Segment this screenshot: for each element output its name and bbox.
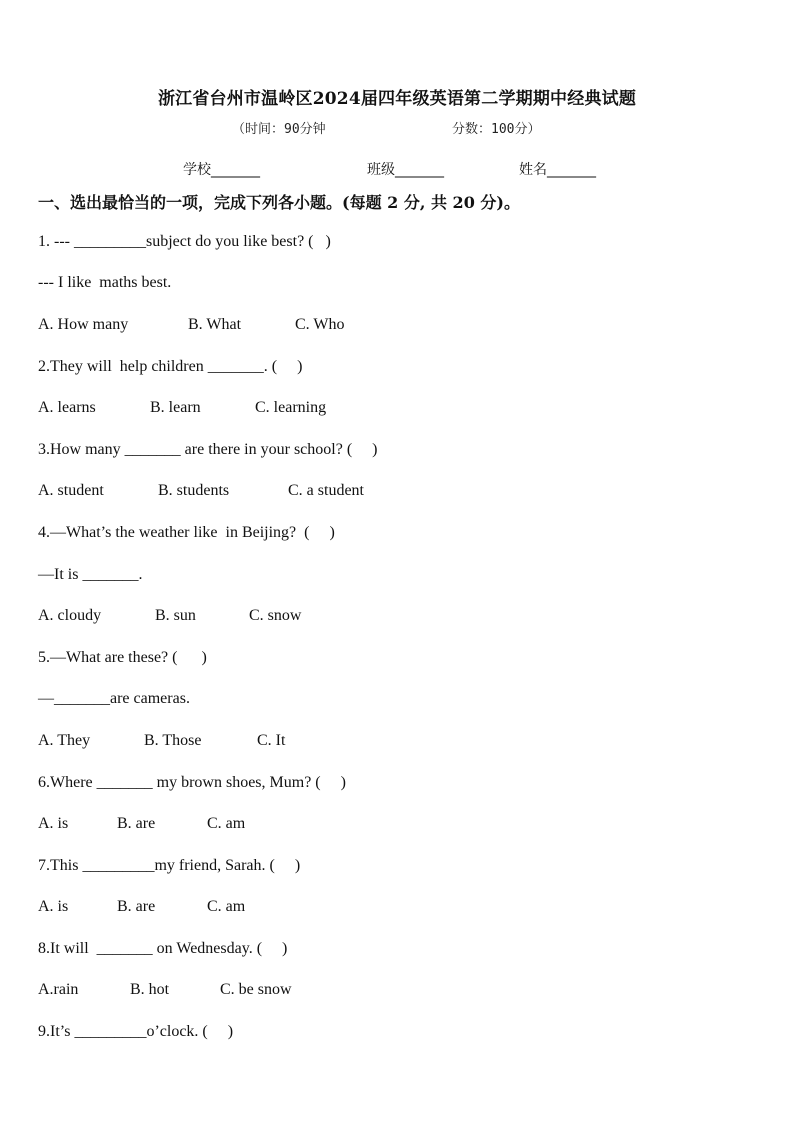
question-8-option-a[interactable]: A.rain <box>38 981 79 998</box>
question-2-option-b[interactable]: B. learn <box>150 399 201 416</box>
exam-time: （时间：90分钟 <box>232 122 326 137</box>
question-5: 5.—What are these? ( ) <box>38 649 207 666</box>
question-9: 9.It’s _________o’clock. ( ) <box>38 1023 234 1040</box>
question-7-option-a[interactable]: A. is <box>38 898 69 915</box>
question-3-option-a[interactable]: A. student <box>38 482 104 499</box>
question-5-option-a[interactable]: A. They <box>38 732 91 749</box>
question-2: 2.They will help children _______. ( ) <box>38 358 303 375</box>
question-8: 8.It will _______ on Wednesday. ( ) <box>38 940 288 957</box>
question-7-option-b[interactable]: B. are <box>117 898 156 915</box>
question-4-option-c[interactable]: C. snow <box>249 607 302 624</box>
question-8-option-c[interactable]: C. be snow <box>220 981 292 998</box>
question-4-option-a[interactable]: A. cloudy <box>38 607 102 624</box>
question-1-option-a[interactable]: A. How many <box>38 316 129 333</box>
school-field[interactable]: 学校_______ <box>183 162 260 178</box>
name-field[interactable]: 姓名_______ <box>519 162 596 178</box>
question-3-option-b[interactable]: B. students <box>158 482 230 499</box>
question-8-option-b[interactable]: B. hot <box>130 981 170 998</box>
question-3-option-c[interactable]: C. a student <box>288 482 364 499</box>
question-5-option-c[interactable]: C. It <box>257 732 286 749</box>
question-1: 1. --- _________subject do you like best? ( ) <box>38 233 331 250</box>
question-4-answer-line: —It is _______. <box>38 566 143 583</box>
question-7: 7.This _________my friend, Sarah. ( ) <box>38 857 301 874</box>
question-4-option-b[interactable]: B. sun <box>155 607 196 624</box>
question-1-option-c[interactable]: C. Who <box>295 316 345 333</box>
question-7-option-c[interactable]: C. am <box>207 898 246 915</box>
exam-title: 浙江省台州市温岭区2024届四年级英语第二学期期中经典试题 <box>157 89 637 109</box>
question-6-option-c[interactable]: C. am <box>207 815 246 832</box>
question-2-option-a[interactable]: A. learns <box>38 399 96 416</box>
question-2-option-c[interactable]: C. learning <box>255 399 327 416</box>
class-field[interactable]: 班级_______ <box>367 162 444 178</box>
question-4: 4.—What’s the weather like in Beijing? ( ) <box>38 524 335 541</box>
section-title: 一、选出最恰当的一项，完成下列各小题。(每题 2 分, 共 20 分)。 <box>38 193 520 212</box>
question-3: 3.How many _______ are there in your school? ( ) <box>38 441 378 458</box>
exam-score: 分数：100分） <box>452 122 541 137</box>
question-5-option-b[interactable]: B. Those <box>144 732 202 749</box>
question-5-answer-line: —_______are cameras. <box>38 690 190 707</box>
question-1-option-b[interactable]: B. What <box>188 316 242 333</box>
question-6-option-b[interactable]: B. are <box>117 815 156 832</box>
question-1-answer-line: --- I like maths best. <box>38 274 172 291</box>
question-6: 6.Where _______ my brown shoes, Mum? ( ) <box>38 774 346 791</box>
question-6-option-a[interactable]: A. is <box>38 815 69 832</box>
